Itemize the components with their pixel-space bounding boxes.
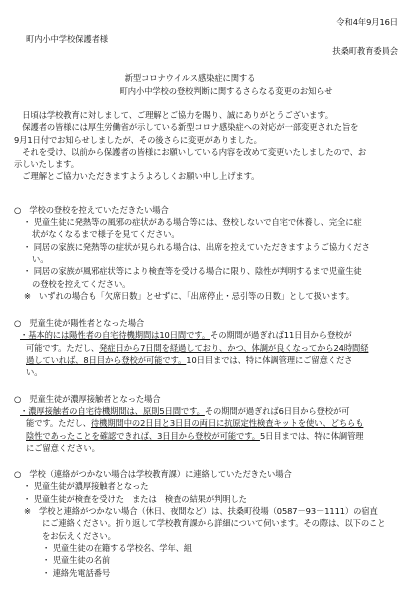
text-line <box>14 342 404 354</box>
underlined-text: ・濃厚接触者の自宅待機期間は、原則5日間です。 <box>20 405 205 416</box>
underlined-text: 発症日から7日間を経過しており、かつ、体調が良くなってから24時間経 <box>99 342 369 353</box>
title-line-1: 新型コロナウイルス感染症に関する <box>124 73 256 83</box>
document-body <box>14 109 404 579</box>
underlined-text: 待機期間中の2日目と3日目の両日に抗原定性検査キットを使い、どちらも <box>90 418 364 429</box>
text-line: い。 <box>26 367 43 378</box>
underlined-text: 陰性であったことを確認できれば、3日目から登校が可能です。 <box>26 430 260 441</box>
note-cont: にご連絡ください。折り返して学校教育課から詳細について伺います。その際は、以下のこと <box>42 518 386 529</box>
text-span: その期間が過ぎれば11日目から登校が <box>210 330 352 341</box>
list-item: ・ 連絡先電話番号 <box>42 567 111 578</box>
list-item: ・ 児童生徒が検査を受けた または 検査の結果が判明した <box>23 493 247 504</box>
text-span: 能です。ただし、 <box>26 418 91 429</box>
text-line <box>14 417 404 429</box>
text-line <box>14 430 404 442</box>
underlined-text: 過していれば、8日目から登校が可能です。 <box>26 355 187 366</box>
intro-paragraph-3b: 示しいたします。 <box>14 159 79 170</box>
text-span: 可能です。ただし、 <box>26 342 100 353</box>
note-cont: をお伝えください。 <box>42 530 116 541</box>
section-refrain-attendance <box>14 204 404 302</box>
list-item: ・ 児童生徒の名前 <box>42 555 111 566</box>
text-span: その期間が過ぎれば6日目から登校が可 <box>204 405 350 416</box>
list-item-cont: の登校を控えてください。 <box>32 278 131 289</box>
title-line-2: 町内小中学校の登校判断に関するさらなる変更のお知らせ <box>119 86 333 96</box>
list-item-cont: 状がなくなるまで様子を見てください。 <box>32 229 180 240</box>
intro-paragraph-2a: 保護者の皆様には厚生労働省が示している新型コロナ感染症への対応が一部変更された旨を <box>22 122 359 133</box>
issuer: 扶桑町教育委員会 <box>332 46 398 56</box>
list-item: ・ 同居の家族に発熱等の症状が見られる場合は、出席を控えていただきますようご協力くださ <box>23 241 370 252</box>
section-heading: ○ 学校の登校を控えていただきたい場合 <box>14 204 169 215</box>
intro-greeting: 日頃は学校教育に対しまして、ご理解とご協力を賜り、誠にありがとうございます。 <box>22 110 333 120</box>
list-item: ・ 同居の家族が風邪症状等により検査等を受ける場合に限り、陰性が判明するまで児童生徒 <box>23 266 362 277</box>
text-span: 5日目までは、特に体調管理 <box>259 430 364 441</box>
list-item: ・ 児童生徒の在籍する学校名、学年、組 <box>42 542 193 553</box>
text-line: にご留意ください。 <box>26 442 100 453</box>
underlined-text: ・基本的には陽性者の自宅待機期間は10日間です。 <box>20 330 211 341</box>
section-heading: ○ 児童生徒が濃厚接触者となった場合 <box>14 393 161 404</box>
section-heading: ○ 学校（連絡がつかない場合は学校教育課）に連絡していただきたい場合 <box>14 469 292 480</box>
note: ※ いずれの場合も「欠席日数」とせずに、「出席停止・忌引等の日数」として扱います。 <box>24 290 354 301</box>
list-item: ・ 児童生徒が濃厚接触者となった <box>23 481 149 492</box>
intro-paragraph-2b: 9月1日付でお知らせしましたが、その後さらに変更がありました。 <box>14 134 262 145</box>
text-line <box>14 329 404 341</box>
text-line <box>14 354 404 366</box>
section-close-contact <box>14 393 404 454</box>
section-heading: ○ 児童生徒が陽性者となった場合 <box>14 318 145 329</box>
intro-paragraph-3a: それを受け、以前から保護者の皆様にお願いしている内容を改めて変更いたしましたので、お <box>22 146 367 157</box>
list-item-cont: い。 <box>32 253 49 264</box>
section-contact-school <box>14 468 404 579</box>
text-span: 10日目までは、特に体調管理にご留意くださ <box>186 355 353 366</box>
recipient: 町内小中学校保護者様 <box>26 34 108 44</box>
intro-closing: ご理解とご協力いただきますようよろしくお願い申し上げます。 <box>22 171 260 182</box>
notice-date: 令和4年9月16日 <box>336 17 398 27</box>
text-line <box>14 405 404 417</box>
note: ※ 学校と連絡がつかない場合（休日、夜間など）は、扶桑町役場（0587－93－1111）の宿直 <box>24 506 378 517</box>
list-item: ・ 児童生徒に発熱等の風邪の症状がある場合等には、登校しないで自宅で休養し、完全に症 <box>23 217 362 228</box>
section-positive-case <box>14 317 404 378</box>
